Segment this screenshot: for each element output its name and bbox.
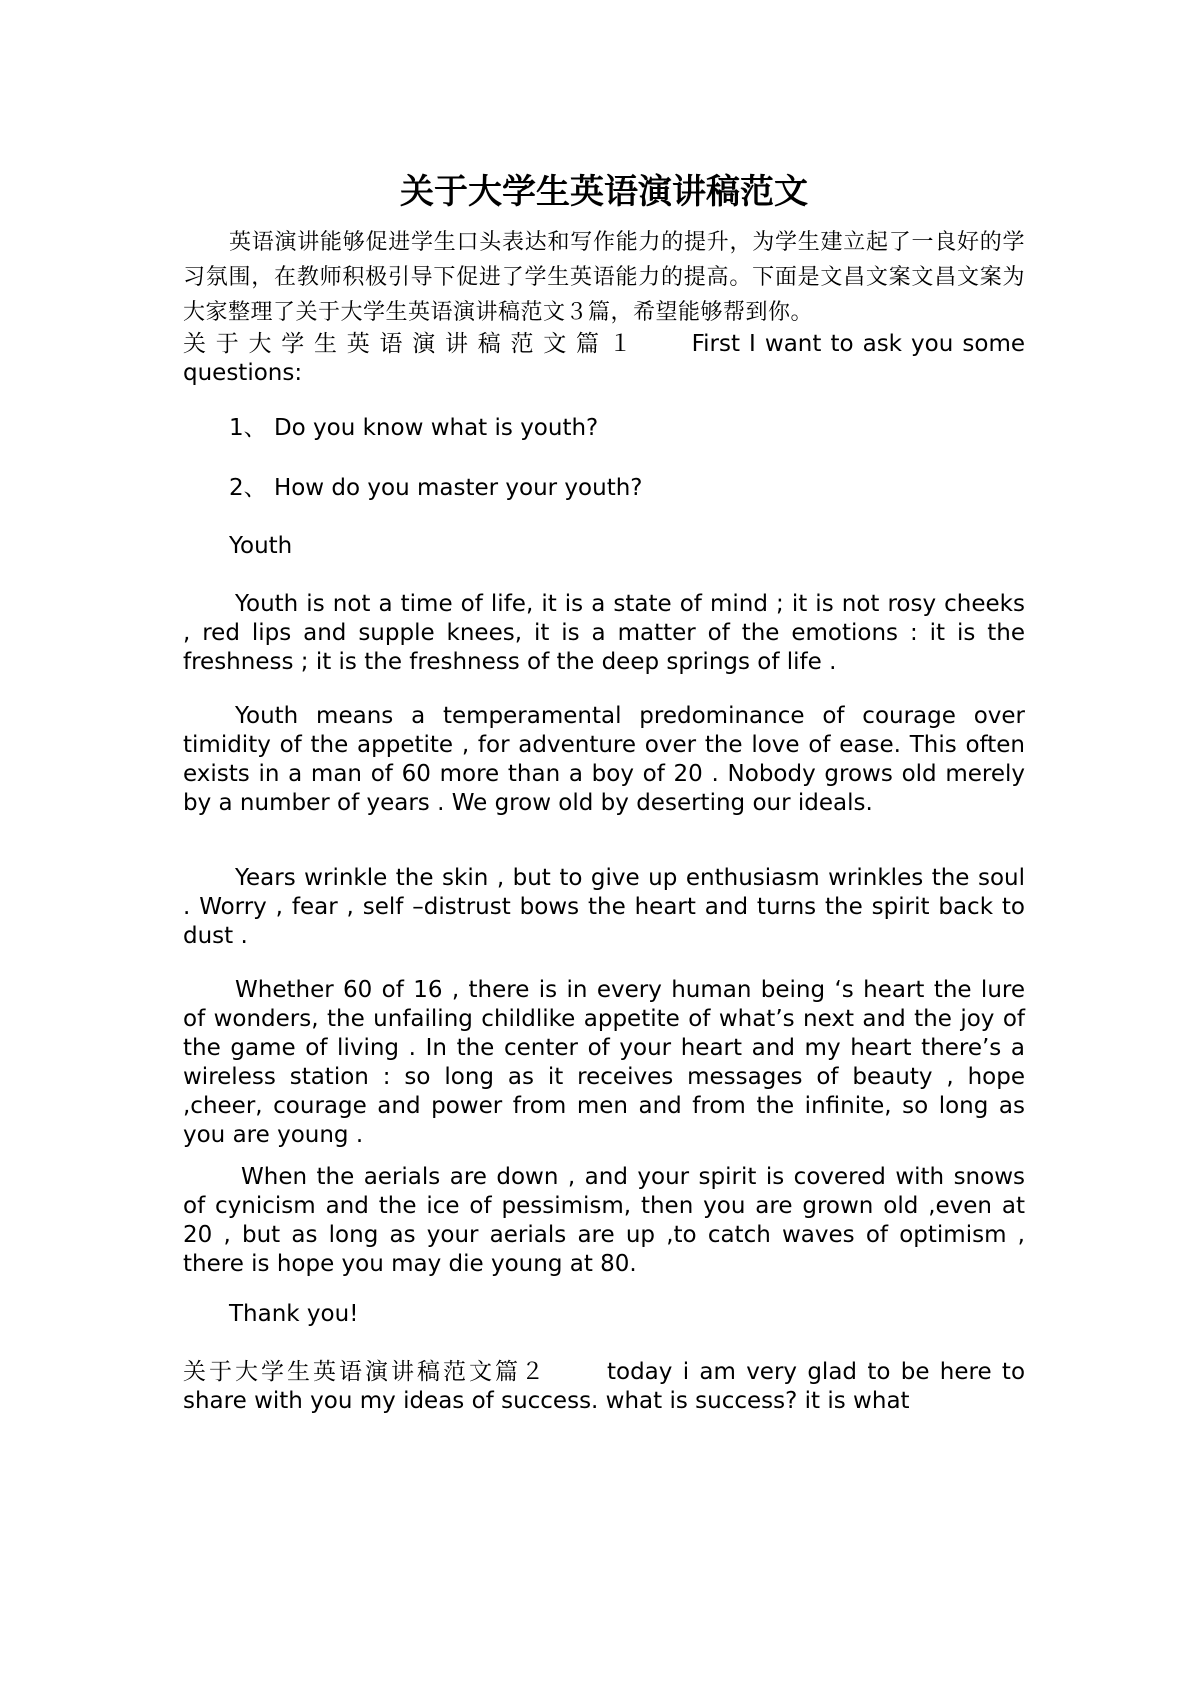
question-2: 2、 How do you master your youth? bbox=[229, 475, 643, 501]
section-2-heading: 关于大学生英语演讲稿范文篇２ bbox=[183, 1359, 547, 1385]
intro-paragraph: 英语演讲能够促进学生口头表达和写作能力的提升，为学生建立起了一良好的学习氛围，在教师积极引导下促进了学生英语能力的提高。下面是文昌文案文昌文案为大家整理了关于大学生英语演讲稿范文３篇，希望能够帮到你。 bbox=[183, 230, 1025, 325]
youth-paragraph-2: Youth means a temperamental predominance of courage over timidity of the appetite , for adventure over the love of ease. This often exists in a man of 60 more than a boy of 20 . Nobody grows old merely by a number of years . We grow old by deserting our ideals. bbox=[183, 703, 1025, 816]
section-1-heading: 关于大学生英语演讲稿范文篇１ bbox=[183, 331, 642, 357]
document-page bbox=[183, 0, 1025, 1696]
youth-paragraph-4: Whether 60 of 16 , there is in every human being ‘s heart the lure of wonders, the unfailing childlike appetite of what’s next and the joy of the game of living . In the center of your heart and my heart there’s a wireless station : so long as it receives messages of beauty , hope ,cheer, courage and power from men and from the infinite, so long as you are young . bbox=[183, 977, 1025, 1148]
section-1-lead: First I want to ask you some questions: bbox=[183, 331, 1025, 386]
youth-paragraph-3: Years wrinkle the skin , but to give up enthusiasm wrinkles the soul . Worry , fear , self –distrust bows the heart and turns the spirit back to dust . bbox=[183, 865, 1025, 949]
question-1: 1、 Do you know what is youth? bbox=[229, 415, 599, 441]
section-1-paragraph bbox=[183, 330, 1025, 388]
section-2-lead: today i am very glad to be here to share with you my ideas of success. what is success? it is what bbox=[183, 1359, 1026, 1414]
speech-title: Youth bbox=[229, 533, 293, 559]
youth-paragraph-5: When the aerials are down , and your spirit is covered with snows of cynicism and the ice of pessimism, then you are grown old ,even at 20 , but as long as your aerials are up ,to catch waves of optimism , there is hope you may die young at 80. bbox=[183, 1164, 1025, 1277]
youth-paragraph-1: Youth is not a time of life, it is a state of mind ; it is not rosy cheeks , red lips and supple knees, it is a matter of the emotions : it is the freshness ; it is the freshness of the deep springs of life . bbox=[183, 591, 1025, 675]
closing-line: Thank you! bbox=[229, 1301, 359, 1327]
document-title: 关于大学生英语演讲稿范文 bbox=[400, 172, 808, 212]
section-2-paragraph bbox=[183, 1358, 1025, 1416]
